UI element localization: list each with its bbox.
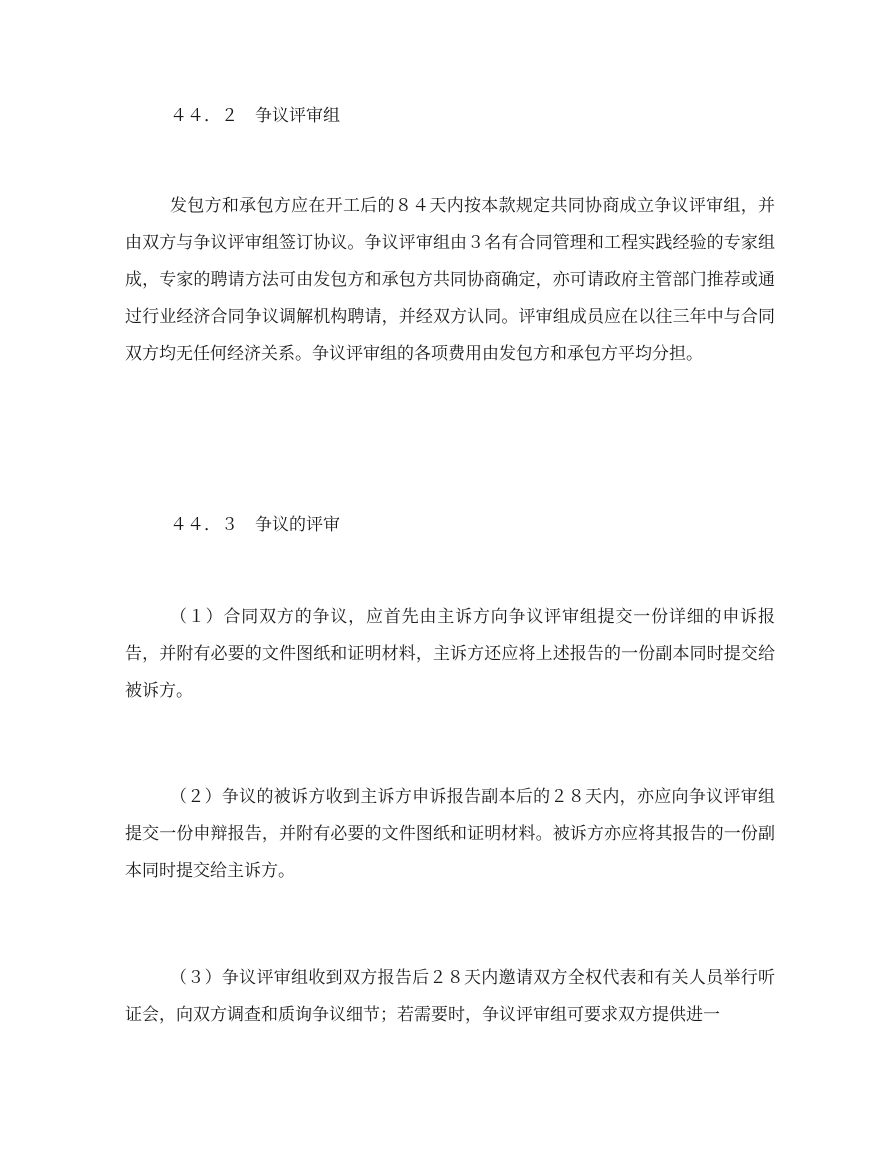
section-heading-44-2: ４４．２ 争议评审组 bbox=[170, 106, 340, 126]
paragraph-item-2: （２）争议的被诉方收到主诉方申诉报告副本后的２８天内，亦应向争议评审组提交一份申辩报告，并附有必要的文件图纸和证明材料。被诉方亦应将其报告的一份副本同时提交给主诉方。 bbox=[125, 787, 775, 881]
section-heading-44-3: ４４．３ 争议的评审 bbox=[170, 515, 340, 535]
paragraph-review-panel: 发包方和承包方应在开工后的８４天内按本款规定共同协商成立争议评审组，并由双方与争议评审组签订协议。争议评审组由３名有合同管理和工程实践经验的专家组成，专家的聘请方法可由发包方和承包方共同协商确定，亦可请政府主管部门推荐或通过行业经济合同争议调解机构聘请，并经双方认同。评审组成员应在以往三年中与合同双方均无任何经济关系。争议评审组的各项费用由发包方和承包方平均分担。 bbox=[125, 196, 775, 364]
paragraph-item-3: （３）争议评审组收到双方报告后２８天内邀请双方全权代表和有关人员举行听证会，向双方调查和质询争议细节；若需要时，争议评审组可要求双方提供进一 bbox=[125, 968, 775, 1025]
paragraph-item-1: （１）合同双方的争议，应首先由主诉方向争议评审组提交一份详细的申诉报告，并附有必要的文件图纸和证明材料，主诉方还应将上述报告的一份副本同时提交给被诉方。 bbox=[125, 607, 775, 701]
